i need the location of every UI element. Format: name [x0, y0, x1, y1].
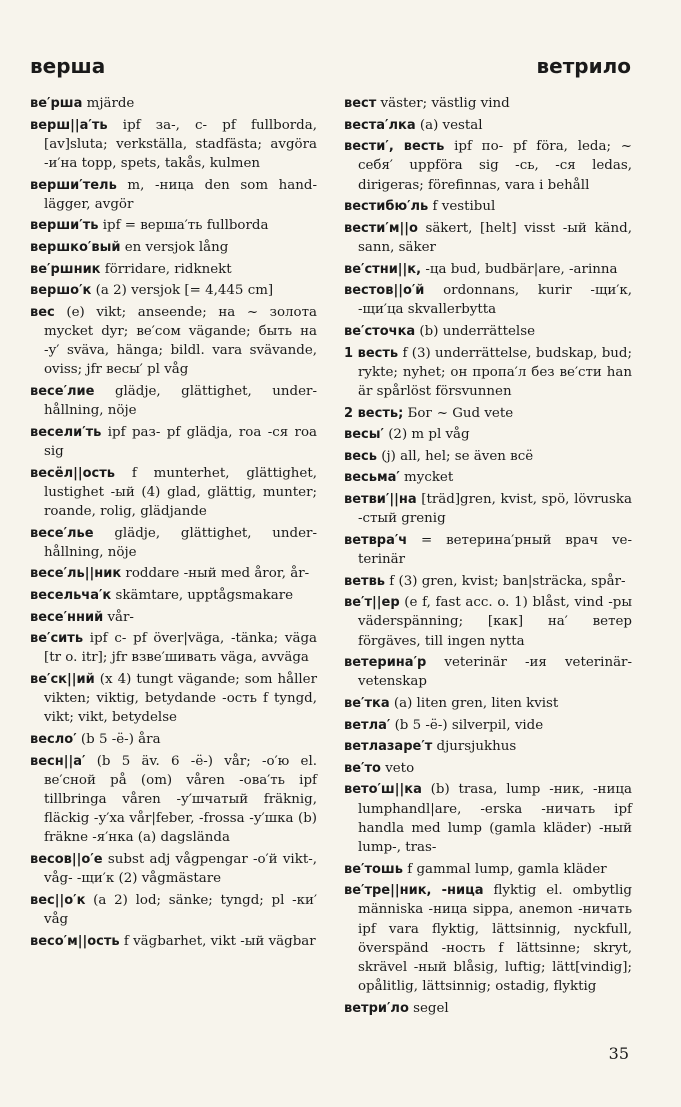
entry [30, 608, 317, 627]
definition: Бог ~ Gud vete [403, 405, 514, 421]
entry [30, 730, 317, 749]
headword: весо′м||ость [30, 933, 120, 949]
entry [344, 531, 632, 569]
headword: весёл||ость [30, 465, 115, 481]
headword: ве′тка [344, 695, 390, 711]
definition: (x 4) tungt vägande; som håller vikten; viktig, betydande -ость f tyngd, vikt; vikt, betydelse [44, 671, 317, 726]
entry [344, 490, 632, 528]
entry [344, 780, 632, 857]
entry [30, 423, 317, 461]
definition: (b 5 äv. 6 -ё-) vår; -о′ю el. ве′сной på (om) våren -ова′ть ipf tillbringa våren -у′шчатый fräknig, fläckig -у′ха vår|feber, -frossa -у′шка (b) fräkne -я′нка (a) dagslända [44, 753, 317, 846]
right-column [344, 94, 632, 1020]
headword: вес [30, 304, 55, 320]
definition: säkert, [helt] visst -ый känd, sann, säker [358, 220, 632, 255]
entry [344, 322, 632, 341]
entry [30, 586, 317, 605]
definition: ipf с- pf över|väga, -tänka; väga [tr o. itr]; jfr взве′шивать väga, avväga [44, 631, 317, 666]
entry [30, 281, 317, 300]
definition: (e f, fast acc. o. 1) blåst, vind -ры väderspänning; [как] на′ ветер förgäves, till ingen nytta [358, 595, 632, 649]
definition: glädje, glättighet, underhållning, nöje [44, 525, 317, 560]
definition: veto [380, 760, 415, 776]
entry [344, 425, 632, 444]
definition: (e) vikt; anseende; на ~ золота mycket dyr; ве′сом vägande; быть на -у′ sväva, hänga; bildl. vara svävande, oviss; jfr весы′ pl våg [44, 304, 317, 378]
headword: вето′ш||ка [344, 782, 422, 798]
headword: верш||а′ть [30, 117, 108, 133]
headword: весн||а′ [30, 753, 86, 769]
definition: (a) vestal [415, 117, 483, 133]
headword: ве′рша [30, 96, 83, 111]
headword: вести′м||о [344, 220, 418, 236]
headword: ве′ршник [30, 261, 101, 277]
definition: f gammal lump, gamla kläder [402, 861, 607, 877]
headword: вершко′вый [30, 239, 121, 255]
definition: förridare, ridknekt [100, 261, 232, 277]
entry [30, 670, 317, 728]
headword: весьма′ [344, 470, 400, 486]
entry [344, 759, 632, 778]
headword: вестибю′ль [344, 199, 429, 215]
headword: весло′ [30, 731, 77, 747]
headword: весе′лье [30, 525, 94, 541]
entry [344, 572, 632, 591]
definition: ipf раз- pf glädja, roa -ся roa sig [44, 424, 317, 459]
headword: ве′т||ер [344, 595, 400, 611]
headword: весов||о′е [30, 851, 103, 867]
headword: весы′ [344, 427, 384, 443]
entry [344, 716, 632, 735]
definition: roddare -ный med åror, år- [121, 566, 310, 582]
entry [30, 524, 317, 562]
entry [344, 137, 632, 195]
definition: (b 5 -ё-) silverpil, vide [390, 717, 544, 733]
headword: вестов||о′й [344, 283, 425, 299]
entry [344, 404, 632, 423]
definition: m, -ница den som handlägger, avgör [44, 177, 317, 212]
headword: ве′тре||ник, -ница [344, 883, 484, 899]
definition: (a) liten gren, liten kvist [389, 695, 559, 711]
entry [30, 238, 317, 257]
headword: весе′лие [30, 383, 95, 399]
headword: ве′сить [30, 631, 84, 647]
definition: f vestibul [428, 199, 496, 215]
headword: ветви′||на [344, 491, 417, 507]
definition: -ца bud, budbär|are, -arinna [421, 261, 618, 277]
entry [30, 94, 317, 113]
entry [344, 653, 632, 691]
entry [344, 260, 632, 279]
headword: ветвь [344, 573, 386, 589]
definition: (a 2) versjok [= 4,445 cm] [91, 283, 274, 299]
entry [344, 447, 632, 466]
definition: ipf = верша′ть fullborda [98, 218, 269, 234]
definition: ordonnans, kurir -щи′к, -щи′ца skvallerbytta [358, 283, 632, 318]
definition: veterinär -ия veterinärvetenskap [358, 655, 632, 690]
definition: f munterhet, glättighet, lustighet -ый (4) glad, glättig, munter; roande, rolig, glädjande [44, 465, 317, 519]
definition: (j) all, hel; se även всё [376, 448, 534, 464]
definition: (b) underrättelse [415, 323, 536, 339]
definition: ipf по- pf föra, leda; ~ себя′ uppföra sig -сь, -ся ledas, dirigeras; förefinnas, vara i behåll [358, 139, 632, 193]
entry [344, 881, 632, 996]
definition: (a 2) lod; sänke; tyngd; pl -ки′ våg [44, 892, 317, 927]
definition: väster; västlig vind [376, 96, 510, 111]
entry [30, 564, 317, 583]
definition: [träd]gren, kvist, spö, lövruska -стый grenig [358, 491, 632, 527]
entry [344, 694, 632, 713]
headword: ве′стни||к, [344, 261, 422, 277]
headword: ве′ск||ий [30, 671, 95, 687]
headword: ветлазаре′т [344, 739, 433, 755]
definition: f (3) underrättelse, budskap, bud; rykte; nyhet; он пропа′л без ве′сти han är spårlöst försvunnen [358, 345, 633, 399]
definition: glädje, glättighet, underhållning, nöje [44, 383, 317, 419]
entry [30, 752, 317, 848]
headword: ветвра′ч [344, 532, 408, 548]
entry [30, 216, 317, 235]
headword: 1 весть [344, 345, 399, 361]
definition: f (3) gren, kvist; ban|sträcka, spår- [385, 573, 626, 589]
entry [344, 116, 632, 135]
running-head-right: ветрило [536, 54, 631, 78]
headword: ве′то [344, 760, 381, 776]
page-number: 35 [608, 1044, 629, 1063]
definition: segel [408, 1000, 449, 1016]
entry [30, 629, 317, 667]
definition: ipf за-, с- pf fullborda, [av]sluta; verkställa, stadfästa; avgöra -и′на topp, spets, takås, kulmen [44, 117, 317, 171]
entry [30, 382, 317, 420]
definition: (b 5 -ё-) åra [76, 731, 161, 747]
definition: djursjukhus [432, 739, 517, 755]
entry [344, 94, 632, 113]
headword: весе′нний [30, 609, 104, 625]
entry [30, 176, 317, 214]
entry [30, 891, 317, 929]
entry [344, 593, 632, 651]
headword: весь [344, 448, 377, 464]
entry [344, 737, 632, 756]
definition: vår- [103, 609, 134, 625]
definition: subst adj vågpengar -о′й vikt-, våg- -щи′к (2) vågmästare [44, 851, 317, 887]
headword: вести′, весть [344, 139, 445, 155]
headword: вес||о′к [30, 892, 86, 908]
entry [30, 260, 317, 279]
headword: ве′сточка [344, 323, 416, 339]
headword: ветри′ло [344, 1000, 409, 1016]
entry [344, 468, 632, 487]
headword: ветла′ [344, 717, 391, 733]
headword: весе′ль||ник [30, 566, 122, 582]
entry [344, 281, 632, 319]
entry [30, 116, 317, 174]
entry [30, 303, 317, 380]
headword: верши′ть [30, 218, 99, 234]
definition: flyktig el. ombytlig människa -ница sippa, anemon -ничать ipf vara flyktig, lättsinnig, nyckfull, överspänd -ность f lättsinne; skryt, skrävel -ный blåsig, luftig; lätt[vindig]; opålitlig, lättsinnig; ostadig, flyktig [358, 883, 632, 995]
definition: mjärde [82, 96, 135, 111]
headword: веста′лка [344, 117, 416, 133]
left-column [30, 94, 317, 953]
definition: skämtare, upptågsmakare [111, 587, 294, 603]
headword: весели′ть [30, 424, 102, 440]
entry [30, 932, 317, 951]
headword: ветерина′р [344, 655, 427, 671]
running-head-left: верша [30, 54, 106, 78]
definition: en versjok lång [120, 239, 229, 255]
headword: верши′тель [30, 177, 117, 193]
definition: (b) trasa, lump -ник, -ница lumphandl|are, -erska -ничать ipf handla med lump (gamla kläder) -ный lump-, tras- [358, 782, 632, 855]
headword: вест [344, 96, 377, 111]
headword: 2 весть; [344, 405, 404, 421]
definition: f vägbarhet, vikt -ый vägbar [119, 933, 316, 949]
entry [344, 860, 632, 879]
definition: (2) m pl våg [383, 427, 470, 443]
entry [344, 344, 632, 402]
headword: весельча′к [30, 587, 112, 603]
entry [344, 197, 632, 216]
definition: mycket [399, 470, 454, 486]
entry [30, 850, 317, 888]
headword: вершо′к [30, 283, 92, 299]
entry [344, 999, 632, 1018]
headword: ве′тошь [344, 861, 403, 877]
entry [30, 464, 317, 522]
entry [344, 219, 632, 257]
definition: = ветерина′рный врач veterinär [358, 532, 632, 567]
